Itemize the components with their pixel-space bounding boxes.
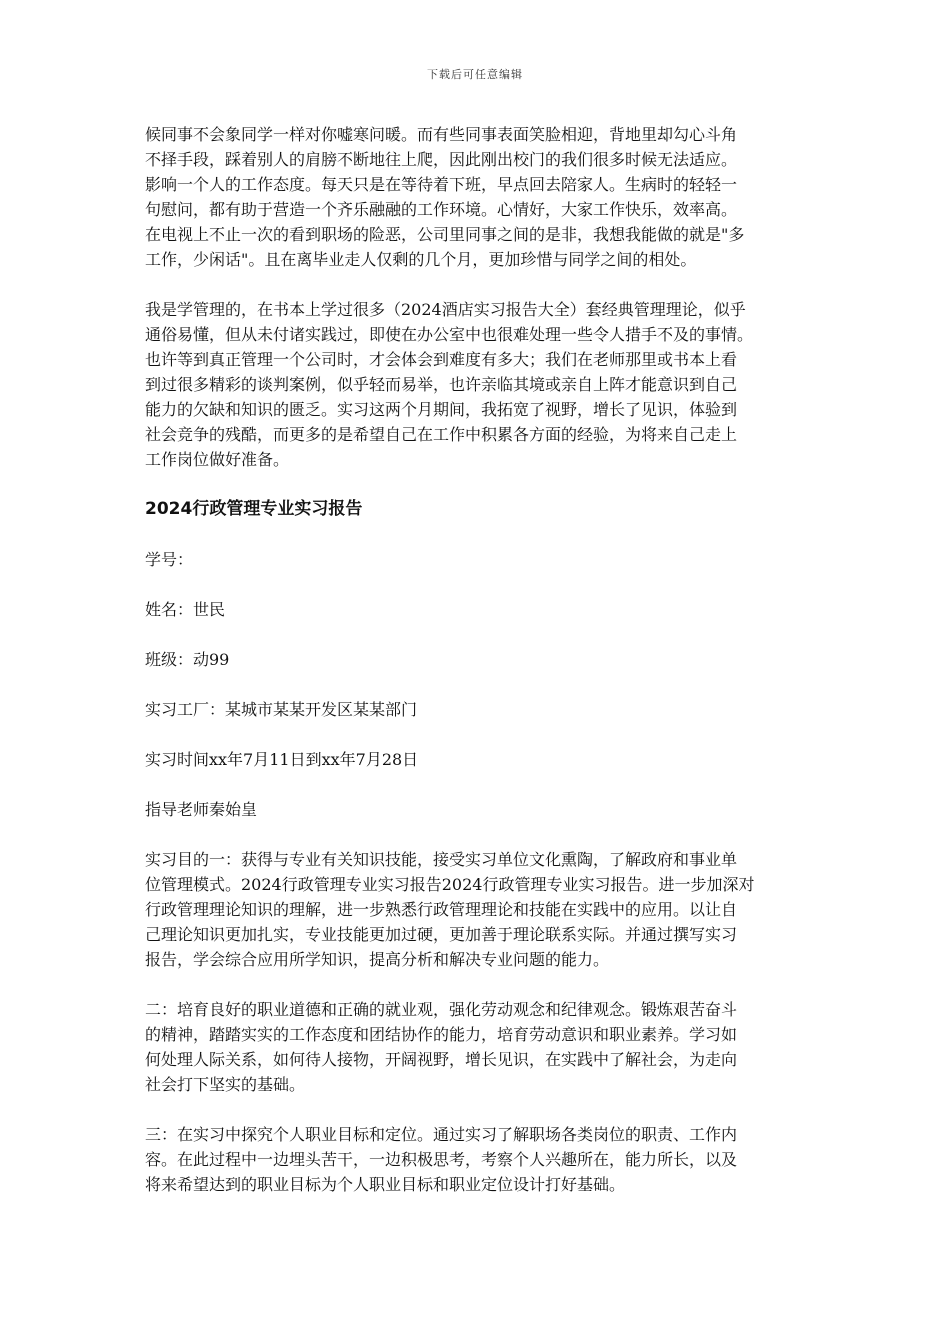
text-line: 位管理模式。2024行政管理专业实习报告2024行政管理专业实习报告。进一步加深对 [145,875,755,894]
text-line: 通俗易懂，但从未付诸实践过，即使在办公室中也很难处理一些令人措手不及的事情。 [145,325,754,344]
paragraph-management [145,297,805,472]
header-note: 下载后可任意编辑 [427,68,523,81]
text-line: 社会打下坚实的基础。 [145,1075,306,1094]
paragraph-purpose-one [145,847,805,972]
text-line: 社会竞争的残酷，而更多的是希望自己在工作中积累各方面的经验，为将来自己走上 [145,425,738,444]
text-line: 到过很多精彩的谈判案例，似乎轻而易举，也许亲临其境或亲自上阵才能意识到自己 [145,375,738,394]
text-line: 何处理人际关系，如何待人接物，开阔视野，增长见识，在实践中了解社会，为走向 [145,1050,738,1069]
document-body [145,122,805,1222]
field-student-id: 学号： [145,550,194,569]
text-line: 我是学管理的，在书本上学过很多（2024酒店实习报告大全）套经典管理理论，似乎 [145,300,746,319]
text-line: 容。在此过程中一边埋头苦干，一边积极思考，考察个人兴趣所在，能力所长，以及 [145,1150,738,1169]
text-line: 候同事不会象同学一样对你嘘寒问暖。而有些同事表面笑脸相迎，背地里却勾心斗角 [145,125,738,144]
text-line: 在电视上不止一次的看到职场的险恶，公司里同事之间的是非，我想我能做的就是"多 [145,225,745,244]
text-line: 三：在实习中探究个人职业目标和定位。通过实习了解职场各类岗位的职责、工作内 [145,1125,738,1144]
paragraph-purpose-three [145,1122,805,1197]
text-line: 不择手段，踩着别人的肩膀不断地往上爬，因此刚出校门的我们很多时候无法适应。 [145,150,738,169]
text-line: 也许等到真正管理一个公司时，才会体会到难度有多大；我们在老师那里或书本上看 [145,350,738,369]
text-line: 的精神，踏踏实实的工作态度和团结协作的能力，培育劳动意识和职业素养。学习如 [145,1025,738,1044]
text-line: 将来希望达到的职业目标为个人职业目标和职业定位设计打好基础。 [145,1175,626,1194]
field-name: 姓名：世民 [145,600,226,619]
text-line: 工作，少闲话"。且在离毕业走人仅剩的几个月，更加珍惜与同学之间的相处。 [145,250,697,269]
section-title: 2024行政管理专业实习报告 [145,499,363,519]
text-line: 影响一个人的工作态度。每天只是在等待着下班，早点回去陪家人。生病时的轻轻一 [145,175,738,194]
text-line: 实习目的一：获得与专业有关知识技能，接受实习单位文化熏陶，了解政府和事业单 [145,850,738,869]
field-internship-factory: 实习工厂：某城市某某开发区某某部门 [145,700,418,719]
paragraph-colleagues [145,122,805,272]
field-instructor: 指导老师秦始皇 [145,800,258,819]
text-line: 己理论知识更加扎实，专业技能更加过硬，更加善于理论联系实际。并通过撰写实习 [145,925,738,944]
field-class: 班级：动99 [145,650,230,669]
paragraph-purpose-two [145,997,805,1097]
text-line: 工作岗位做好准备。 [145,450,290,469]
text-line: 报告，学会综合应用所学知识，提高分析和解决专业问题的能力。 [145,950,610,969]
field-internship-time: 实习时间xx年7月11日到xx年7月28日 [145,750,419,769]
text-line: 行政管理理论知识的理解，进一步熟悉行政管理理论和技能在实践中的应用。以让自 [145,900,738,919]
text-line: 二：培育良好的职业道德和正确的就业观，强化劳动观念和纪律观念。锻炼艰苦奋斗 [145,1000,738,1019]
text-line: 能力的欠缺和知识的匮乏。实习这两个月期间，我拓宽了视野，增长了见识，体验到 [145,400,738,419]
text-line: 句慰问，都有助于营造一个齐乐融融的工作环境。心情好，大家工作快乐，效率高。 [145,200,738,219]
